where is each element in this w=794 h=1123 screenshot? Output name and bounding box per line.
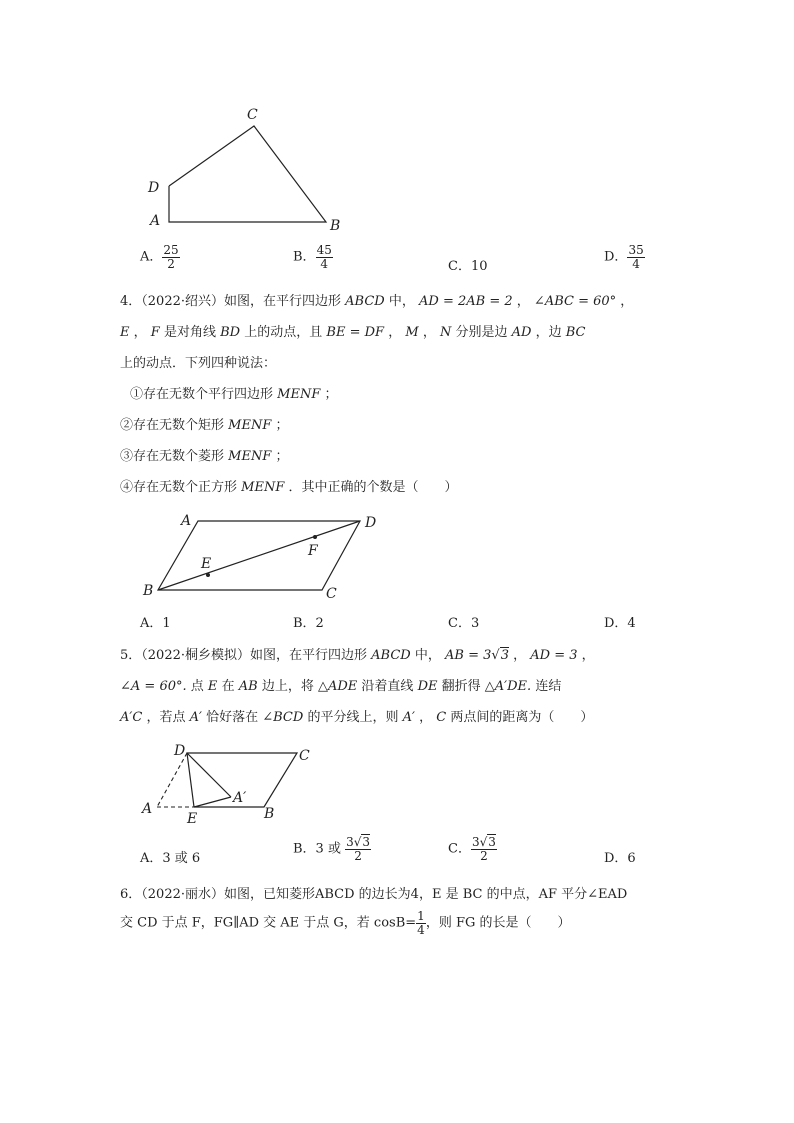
label-E: E [201,556,212,572]
label-C: C [326,586,337,602]
label-A: A [150,213,161,229]
q5-option-b[interactable] [293,836,371,862]
option-letter: C． [448,259,471,274]
fraction: $\frac{3√3}{2}$ [346,835,371,863]
label-A: A [142,801,153,817]
q4-line-2: E ， F 是对角线 BD 上的动点，且 BE = DF ， M ， N 分别是边 AD ，边 BC [120,325,586,340]
question-number: 6． [120,887,142,902]
option-letter: D． [604,249,628,265]
option-letter: B． [293,249,316,265]
fraction-cosb: $\frac{1}{4}$ [417,909,425,937]
question-source: （2022·桐乡模拟） [141,648,250,663]
label-F: F [308,543,318,559]
q5-option-a[interactable]: A．3 或 6 [140,851,201,866]
q4-statement-4: ④存在无数个正方形 MENF ．其中正确的个数是（ ） [120,480,458,495]
q4-option-b[interactable]: B．2 [293,616,324,631]
figure-q4 [0,505,794,605]
q4-line-1: 4．（2022·绍兴）如图，在平行四边形 ABCD 中， AD = 2AB = 2 ， ∠ABC = 60° ， [120,294,634,309]
q3-option-c[interactable] [448,255,488,274]
dashed-da [157,753,187,807]
diagonal-bd [158,521,360,590]
label-D: D [148,180,160,196]
option-letter: C． [448,841,471,857]
q6-line-1: 6．（2022·丽水）如图，已知菱形ABCD 的边长为4，E 是 BC 的中点，AF 平分∠EAD [120,887,628,902]
label-D: D [174,743,186,759]
segment-ea-prime [194,797,231,807]
option-letter: A． [140,249,163,265]
q4-option-a[interactable]: A．1 [140,616,171,631]
fraction: $\frac{25}{2}$ [163,243,179,271]
q6-line-2: 交 CD 于点 F，FG∥AD 交 AE 于点 G，若 cosB= $\frac{1}{4}$ ，则 FG 的长是（ ） [120,909,571,937]
q3-option-a[interactable] [140,244,180,270]
q3-option-b[interactable] [293,244,333,270]
figure-q3-outline [169,126,326,222]
question-number: 5． [120,648,142,663]
q5-option-d[interactable]: D．6 [604,851,636,866]
question-number: 4． [120,294,142,309]
segment-da-prime [187,753,231,797]
q3-option-d[interactable] [604,244,645,270]
point-e [206,573,210,577]
label-B: B [143,583,154,599]
question-source: （2022·绍兴） [141,294,224,309]
option-value: 10 [470,259,488,274]
label-A: A [181,513,192,529]
q5-line-3: A′C ，若点 A′ 恰好落在 ∠BCD 的平分线上，则 A′ ， C 两点间的距离为（ ） [120,710,594,725]
label-C: C [247,107,258,123]
label-A-prime: A′ [233,790,247,806]
q4-line-3: 上的动点．下列四种说法： [120,356,277,371]
fraction: $\frac{35}{4}$ [628,243,644,271]
fraction: $\frac{3√3}{2}$ [471,835,496,863]
label-B: B [330,218,341,234]
figure-q3 [0,0,794,250]
q4-option-d[interactable]: D．4 [604,616,636,631]
label-D: D [365,515,377,531]
question-source: （2022·丽水） [141,887,224,902]
figure-q5 [0,735,794,830]
fraction: $\frac{45}{4}$ [316,243,332,271]
point-f [313,535,317,539]
q5-line-2: ∠A = 60°. 点 E 在 AB 边上，将 △ADE 沿着直线 DE 翻折得 △A′DE. 连结 [120,679,562,694]
option-prefix: B．3 或 [293,841,341,857]
label-C: C [299,748,310,764]
q4-statement-1: ①存在无数个平行四边形 MENF ； [130,387,338,402]
q5-option-c[interactable] [448,836,497,862]
label-B: B [264,806,275,822]
q4-statement-2: ②存在无数个矩形 MENF ； [120,418,289,433]
q4-option-c[interactable]: C．3 [448,616,480,631]
q5-line-1: 5．（2022·桐乡模拟）如图，在平行四边形 ABCD 中， AB = 3√3 ， AD = 3 ， [120,648,595,663]
label-E: E [187,811,198,827]
sqrt: √3 [491,648,509,663]
q4-statement-3: ③存在无数个菱形 MENF ； [120,449,289,464]
